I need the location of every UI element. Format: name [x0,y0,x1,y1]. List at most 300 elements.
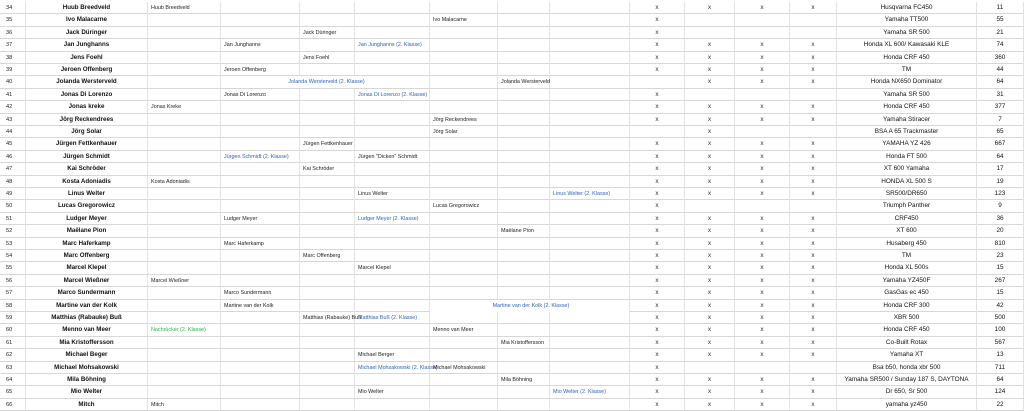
group-cell-4[interactable] [430,213,498,225]
row-number-cell[interactable]: 50 [0,200,26,212]
check-cell-2[interactable]: x [735,101,790,113]
group-cell-6[interactable] [550,126,630,138]
group-cell-4[interactable] [430,27,498,39]
group-cell-2[interactable] [300,114,355,126]
name-cell[interactable]: Mio Welter [26,386,148,398]
group-cell-1[interactable] [221,250,300,262]
bike-cell[interactable]: YAMAHA YZ 426 [837,138,977,150]
group-cell-5[interactable] [498,349,550,361]
row-number-cell[interactable]: 58 [0,300,26,312]
check-cell-0[interactable]: x [630,2,685,14]
group-cell-4[interactable] [430,2,498,14]
group-cell-3[interactable] [355,200,430,212]
name-cell[interactable]: Jürgen Schmidt [26,151,148,163]
check-cell-2[interactable]: x [735,114,790,126]
group-cell-2[interactable] [300,101,355,113]
group-cell-3[interactable] [355,374,430,386]
group-cell-4[interactable] [430,39,498,51]
check-cell-3[interactable]: x [790,151,837,163]
group-cell-3[interactable] [355,324,430,336]
check-cell-0[interactable]: x [630,324,685,336]
group-cell-0[interactable] [148,312,221,324]
count-cell[interactable]: 36 [977,213,1024,225]
check-cell-0[interactable]: x [630,300,685,312]
group-cell-1[interactable]: Jeroen Offenberg [221,64,300,76]
group-cell-2[interactable]: Marc Offenberg [300,250,355,262]
group-cell-3[interactable] [355,225,430,237]
group-cell-0[interactable] [148,337,221,349]
row-number-cell[interactable]: 52 [0,225,26,237]
row-number-cell[interactable]: 56 [0,275,26,287]
group-cell-2[interactable] [300,399,355,411]
check-cell-1[interactable] [685,89,735,101]
group-cell-2[interactable] [300,324,355,336]
count-cell[interactable]: 500 [977,312,1024,324]
bike-cell[interactable]: Honda NX650 Dominator [837,76,977,88]
bike-cell[interactable]: Yamaha XT [837,349,977,361]
check-cell-2[interactable]: x [735,39,790,51]
name-cell[interactable]: Marcel Klepel [26,262,148,274]
check-cell-1[interactable]: x [685,374,735,386]
check-cell-3[interactable]: x [790,225,837,237]
check-cell-1[interactable]: x [685,225,735,237]
group-cell-5[interactable] [498,386,550,398]
row-number-cell[interactable]: 46 [0,151,26,163]
name-cell[interactable]: Martine van der Kolk [26,300,148,312]
check-cell-3[interactable] [790,27,837,39]
group-cell-0[interactable]: Mitch [148,399,221,411]
bike-cell[interactable]: Husaberg 450 [837,238,977,250]
row-number-cell[interactable]: 65 [0,386,26,398]
name-cell[interactable]: Jonas kreke [26,101,148,113]
bike-cell[interactable]: Triumph Panther [837,200,977,212]
check-cell-1[interactable]: x [685,138,735,150]
group-cell-2[interactable] [300,349,355,361]
group-cell-0[interactable] [148,27,221,39]
check-cell-0[interactable]: x [630,337,685,349]
group-cell-0[interactable] [148,114,221,126]
check-cell-0[interactable]: x [630,349,685,361]
group-cell-5[interactable] [498,14,550,26]
group-cell-2[interactable] [300,275,355,287]
row-number-cell[interactable]: 64 [0,374,26,386]
group-span-cell[interactable]: Jolanda Wersterveld (2. Klasse) [221,76,430,88]
group-cell-0[interactable]: Kosta Adoniadis [148,176,221,188]
check-cell-0[interactable]: x [630,287,685,299]
check-cell-3[interactable]: x [790,101,837,113]
group-cell-5[interactable] [498,275,550,287]
group-cell-6[interactable] [550,213,630,225]
group-cell-3[interactable]: Matthias Buß (2. Klasse) [355,312,430,324]
group-cell-3[interactable]: Jan Junghanns (2. Klasse) [355,39,430,51]
group-cell-2[interactable] [300,126,355,138]
row-number-cell[interactable]: 61 [0,337,26,349]
group-cell-0[interactable] [148,250,221,262]
group-cell-0[interactable]: Jonas Kreke [148,101,221,113]
check-cell-1[interactable]: x [685,250,735,262]
group-cell-4[interactable]: Michael Mohsakowski [430,362,498,374]
count-cell[interactable]: 567 [977,337,1024,349]
group-cell-3[interactable] [355,14,430,26]
group-cell-5[interactable] [498,188,550,200]
count-cell[interactable]: 13 [977,349,1024,361]
check-cell-3[interactable]: x [790,250,837,262]
check-cell-2[interactable]: x [735,250,790,262]
group-cell-6[interactable] [550,163,630,175]
check-cell-3[interactable]: x [790,213,837,225]
check-cell-3[interactable]: x [790,52,837,64]
check-cell-1[interactable]: x [685,114,735,126]
group-cell-3[interactable]: Linus Welter [355,188,430,200]
check-cell-3[interactable]: x [790,262,837,274]
group-cell-6[interactable] [550,374,630,386]
check-cell-1[interactable]: x [685,39,735,51]
group-cell-3[interactable] [355,126,430,138]
name-cell[interactable]: Jörg Solar [26,126,148,138]
count-cell[interactable]: 64 [977,76,1024,88]
name-cell[interactable]: Marcel Wießner [26,275,148,287]
bike-cell[interactable]: Yamaha Stiracer [837,114,977,126]
name-cell[interactable]: Ivo Malacarne [26,14,148,26]
name-cell[interactable]: Jan Junghanns [26,39,148,51]
group-cell-1[interactable] [221,399,300,411]
check-cell-2[interactable] [735,200,790,212]
check-cell-3[interactable]: x [790,349,837,361]
group-cell-6[interactable] [550,324,630,336]
group-cell-4[interactable] [430,225,498,237]
check-cell-0[interactable]: x [630,362,685,374]
row-number-cell[interactable]: 40 [0,76,26,88]
group-cell-5[interactable] [498,213,550,225]
bike-cell[interactable]: Honda XL 600/ Kawasaki KLE [837,39,977,51]
check-cell-1[interactable]: x [685,262,735,274]
count-cell[interactable]: 15 [977,262,1024,274]
group-cell-2[interactable] [300,386,355,398]
group-cell-2[interactable] [300,39,355,51]
group-cell-0[interactable] [148,300,221,312]
check-cell-2[interactable]: x [735,386,790,398]
count-cell[interactable]: 65 [977,126,1024,138]
check-cell-3[interactable]: x [790,188,837,200]
check-cell-3[interactable]: x [790,2,837,14]
group-cell-4[interactable] [430,101,498,113]
group-cell-4[interactable] [430,64,498,76]
bike-cell[interactable]: Honda CRF 450 [837,52,977,64]
count-cell[interactable]: 23 [977,250,1024,262]
row-number-cell[interactable]: 66 [0,399,26,411]
check-cell-0[interactable]: x [630,188,685,200]
row-number-cell[interactable]: 62 [0,349,26,361]
check-cell-3[interactable] [790,362,837,374]
count-cell[interactable]: 22 [977,399,1024,411]
group-cell-1[interactable] [221,337,300,349]
check-cell-3[interactable]: x [790,76,837,88]
group-cell-5[interactable] [498,176,550,188]
check-cell-2[interactable]: x [735,399,790,411]
check-cell-3[interactable]: x [790,287,837,299]
group-cell-6[interactable] [550,312,630,324]
bike-cell[interactable]: Honda FT 500 [837,151,977,163]
group-cell-2[interactable] [300,89,355,101]
check-cell-2[interactable] [735,14,790,26]
group-cell-4[interactable] [430,151,498,163]
bike-cell[interactable]: HONDA XL 500 S [837,176,977,188]
group-cell-5[interactable] [498,2,550,14]
group-cell-5[interactable] [498,200,550,212]
group-cell-6[interactable] [550,200,630,212]
bike-cell[interactable]: XBR 500 [837,312,977,324]
group-cell-3[interactable] [355,399,430,411]
name-cell[interactable]: Marco Sundermann [26,287,148,299]
row-number-cell[interactable]: 53 [0,238,26,250]
group-cell-5[interactable] [498,312,550,324]
row-number-cell[interactable]: 38 [0,52,26,64]
group-cell-2[interactable] [300,2,355,14]
group-cell-5[interactable] [498,89,550,101]
count-cell[interactable]: 9 [977,200,1024,212]
group-cell-0[interactable] [148,126,221,138]
group-cell-0[interactable] [148,386,221,398]
check-cell-2[interactable]: x [735,52,790,64]
check-cell-1[interactable]: x [685,188,735,200]
check-cell-1[interactable]: x [685,163,735,175]
check-cell-0[interactable]: x [630,374,685,386]
row-number-cell[interactable]: 49 [0,188,26,200]
name-cell[interactable]: Menno van Meer [26,324,148,336]
name-cell[interactable]: Jörg Reckendrees [26,114,148,126]
check-cell-0[interactable] [630,126,685,138]
check-cell-1[interactable] [685,27,735,39]
name-cell[interactable]: Jonas Di Lorenzo [26,89,148,101]
check-cell-1[interactable]: x [685,101,735,113]
count-cell[interactable]: 42 [977,300,1024,312]
count-cell[interactable]: 377 [977,101,1024,113]
row-number-cell[interactable]: 47 [0,163,26,175]
check-cell-1[interactable]: x [685,213,735,225]
bike-cell[interactable]: Honda CRF 300 [837,300,977,312]
group-cell-0[interactable] [148,76,221,88]
group-cell-3[interactable]: Jürgen "Dicken" Schmidt [355,151,430,163]
row-number-cell[interactable]: 34 [0,2,26,14]
group-cell-1[interactable] [221,374,300,386]
group-cell-2[interactable] [300,14,355,26]
check-cell-2[interactable]: x [735,374,790,386]
check-cell-2[interactable]: x [735,275,790,287]
name-cell[interactable]: Jolanda Wersterveld [26,76,148,88]
group-cell-1[interactable] [221,138,300,150]
group-cell-5[interactable]: Maëlane Pion [498,225,550,237]
group-cell-0[interactable] [148,374,221,386]
check-cell-2[interactable]: x [735,151,790,163]
group-cell-0[interactable] [148,362,221,374]
bike-cell[interactable]: GasGas ec 450 [837,287,977,299]
group-cell-4[interactable] [430,374,498,386]
group-cell-4[interactable] [430,262,498,274]
check-cell-3[interactable]: x [790,399,837,411]
group-cell-6[interactable] [550,238,630,250]
count-cell[interactable]: 20 [977,225,1024,237]
group-cell-3[interactable]: Ludger Meyer (2. Klasse) [355,213,430,225]
count-cell[interactable]: 711 [977,362,1024,374]
check-cell-3[interactable]: x [790,138,837,150]
check-cell-3[interactable]: x [790,176,837,188]
bike-cell[interactable]: TM [837,64,977,76]
check-cell-2[interactable]: x [735,300,790,312]
check-cell-3[interactable]: x [790,324,837,336]
count-cell[interactable]: 44 [977,64,1024,76]
group-cell-0[interactable] [148,39,221,51]
name-cell[interactable]: Lucas Gregorowicz [26,200,148,212]
check-cell-0[interactable]: x [630,14,685,26]
bike-cell[interactable]: Co-Built Rotax [837,337,977,349]
check-cell-2[interactable]: x [735,238,790,250]
check-cell-1[interactable] [685,200,735,212]
group-cell-0[interactable] [148,89,221,101]
group-cell-5[interactable] [498,324,550,336]
group-span-cell[interactable]: Martine van der Kolk (2. Klasse) [430,300,630,312]
bike-cell[interactable]: Honda CRF 450 [837,101,977,113]
check-cell-0[interactable]: x [630,176,685,188]
group-cell-1[interactable] [221,27,300,39]
row-number-cell[interactable]: 54 [0,250,26,262]
group-cell-2[interactable] [300,151,355,163]
group-cell-1[interactable] [221,176,300,188]
group-cell-2[interactable] [300,300,355,312]
group-cell-3[interactable]: Michael Berger [355,349,430,361]
count-cell[interactable]: 31 [977,89,1024,101]
check-cell-2[interactable]: x [735,76,790,88]
group-cell-3[interactable] [355,176,430,188]
check-cell-0[interactable]: x [630,39,685,51]
group-cell-1[interactable] [221,200,300,212]
group-cell-2[interactable] [300,337,355,349]
check-cell-3[interactable]: x [790,64,837,76]
name-cell[interactable]: Maëlane Pion [26,225,148,237]
group-cell-4[interactable] [430,250,498,262]
group-cell-6[interactable] [550,138,630,150]
group-cell-0[interactable] [148,52,221,64]
row-number-cell[interactable]: 60 [0,324,26,336]
group-cell-2[interactable]: Jürgen Fettkenhauer [300,138,355,150]
group-cell-0[interactable] [148,14,221,26]
group-cell-3[interactable]: Michael Mohsakowski (2. Klasse) [355,362,430,374]
count-cell[interactable]: 19 [977,176,1024,188]
row-number-cell[interactable]: 63 [0,362,26,374]
bike-cell[interactable]: TM [837,250,977,262]
name-cell[interactable]: Matthias (Rabauke) Buß [26,312,148,324]
check-cell-0[interactable]: x [630,52,685,64]
row-number-cell[interactable]: 42 [0,101,26,113]
count-cell[interactable]: 100 [977,324,1024,336]
count-cell[interactable]: 55 [977,14,1024,26]
count-cell[interactable]: 11 [977,2,1024,14]
group-cell-1[interactable] [221,2,300,14]
group-cell-3[interactable] [355,2,430,14]
check-cell-2[interactable]: x [735,163,790,175]
group-cell-5[interactable] [498,27,550,39]
check-cell-0[interactable]: x [630,138,685,150]
count-cell[interactable]: 667 [977,138,1024,150]
check-cell-0[interactable]: x [630,238,685,250]
group-cell-1[interactable] [221,362,300,374]
check-cell-2[interactable]: x [735,176,790,188]
check-cell-1[interactable] [685,362,735,374]
name-cell[interactable]: Mia Kristoffersson [26,337,148,349]
bike-cell[interactable]: Yamaha SR 500 [837,27,977,39]
bike-cell[interactable]: Honda CRF 450 [837,324,977,336]
check-cell-1[interactable]: x [685,176,735,188]
group-cell-0[interactable] [148,349,221,361]
group-cell-2[interactable]: Matthias (Rabauke) Buß [300,312,355,324]
bike-cell[interactable]: SR500/DR650 [837,188,977,200]
group-cell-1[interactable] [221,386,300,398]
name-cell[interactable]: Mitch [26,399,148,411]
count-cell[interactable]: 21 [977,27,1024,39]
group-cell-3[interactable] [355,287,430,299]
group-cell-0[interactable] [148,163,221,175]
check-cell-2[interactable]: x [735,188,790,200]
name-cell[interactable]: Jeroen Offenberg [26,64,148,76]
group-cell-4[interactable] [430,138,498,150]
group-cell-2[interactable] [300,64,355,76]
check-cell-0[interactable]: x [630,151,685,163]
row-number-cell[interactable]: 41 [0,89,26,101]
name-cell[interactable]: Ludger Meyer [26,213,148,225]
check-cell-2[interactable] [735,27,790,39]
group-cell-1[interactable] [221,275,300,287]
group-cell-6[interactable] [550,52,630,64]
check-cell-0[interactable]: x [630,213,685,225]
check-cell-1[interactable]: x [685,287,735,299]
check-cell-1[interactable]: x [685,151,735,163]
group-cell-5[interactable] [498,101,550,113]
group-cell-4[interactable] [430,89,498,101]
group-cell-1[interactable] [221,14,300,26]
group-cell-5[interactable] [498,399,550,411]
check-cell-0[interactable]: x [630,101,685,113]
group-cell-1[interactable] [221,188,300,200]
bike-cell[interactable]: Yamaha SR 500 [837,89,977,101]
row-number-cell[interactable]: 57 [0,287,26,299]
group-cell-1[interactable]: Jürgen Schmidt (2. Klasse) [221,151,300,163]
check-cell-3[interactable]: x [790,337,837,349]
group-cell-3[interactable] [355,64,430,76]
group-cell-3[interactable] [355,101,430,113]
group-cell-3[interactable] [355,27,430,39]
name-cell[interactable]: Jens Foehl [26,52,148,64]
check-cell-2[interactable]: x [735,312,790,324]
group-cell-1[interactable]: Jan Junghanns [221,39,300,51]
check-cell-0[interactable]: x [630,64,685,76]
group-cell-2[interactable]: Jens Foehl [300,52,355,64]
name-cell[interactable]: Mila Böhning [26,374,148,386]
check-cell-3[interactable] [790,200,837,212]
name-cell[interactable]: Michael Beger [26,349,148,361]
bike-cell[interactable]: yamaha yz450 [837,399,977,411]
row-number-cell[interactable]: 59 [0,312,26,324]
name-cell[interactable]: Kosta Adoniadis [26,176,148,188]
check-cell-3[interactable]: x [790,163,837,175]
count-cell[interactable]: 17 [977,163,1024,175]
group-cell-0[interactable]: Marcel Wießner [148,275,221,287]
check-cell-0[interactable]: x [630,262,685,274]
group-cell-2[interactable] [300,213,355,225]
group-cell-0[interactable] [148,200,221,212]
check-cell-1[interactable]: x [685,386,735,398]
row-number-cell[interactable]: 39 [0,64,26,76]
check-cell-1[interactable]: x [685,275,735,287]
check-cell-3[interactable] [790,89,837,101]
